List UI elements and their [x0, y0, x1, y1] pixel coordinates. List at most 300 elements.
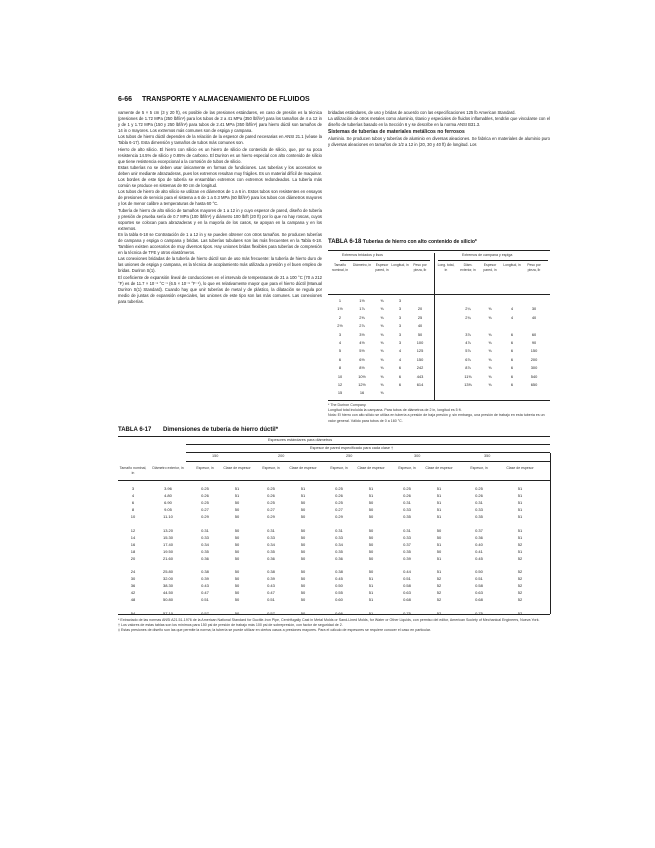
table-6-18-cell: 614 — [416, 382, 424, 387]
table-6-17-cell: 51 — [300, 486, 306, 491]
table-6-18-cell: 50 — [417, 331, 423, 337]
table-note: * The Duriron Company. — [328, 403, 367, 407]
table-6-17-cell: 51 — [300, 493, 306, 499]
table-6-17-cell: 0.36 — [201, 555, 209, 561]
section-heading: Sistemas de tuberías de materiales metálicos no ferrosos — [328, 129, 465, 136]
table-6-17-cell: 15.30 — [162, 534, 173, 540]
table-6-17-cell: 0.68 — [403, 597, 411, 603]
table-6-17-cell: 0.25 — [201, 486, 209, 491]
table-6-17-cell: 0.34 — [267, 541, 275, 547]
table-6-17-cell: 38.30 — [162, 583, 173, 589]
table-6-17-cell: 0.45 — [475, 555, 483, 561]
table-6-18-cell: 2⅜ — [359, 314, 365, 320]
table-6-17-col-header: Clase de espesor — [506, 466, 534, 470]
table-6-17-cell: 0.58 — [475, 583, 483, 589]
table-6-17-row — [0, 534, 523, 542]
running-title: TRANSPORTE Y ALMACENAMIENTO DE FLUIDOS — [141, 96, 310, 103]
table-6-17-cell: 51 — [436, 555, 442, 561]
table-6-17-group-top: Espesores estándares para diámetros — [268, 438, 333, 442]
table-6-17-cell: 52 — [517, 590, 523, 596]
table-6-17-row — [0, 486, 523, 493]
table-6-18-cell: 4½ — [359, 340, 365, 345]
table-6-17-cell: 20 — [130, 555, 136, 561]
table-6-17-cell: 50 — [300, 555, 306, 561]
table-6-18-cell: 5½ — [359, 348, 365, 354]
table-6-17-row — [0, 576, 523, 583]
table-6-17-cell: 50 — [234, 555, 240, 561]
table-6-17-cell: 0.37 — [475, 527, 483, 533]
table-6-18-col-header: Tamaño nominal, in — [331, 263, 349, 272]
table-6-17-cell: 0.29 — [335, 514, 343, 520]
table-6-17-cell: 51 — [517, 486, 523, 491]
table-6-18-cell: ⅜ — [380, 373, 384, 379]
table-6-17-cell: 50 — [234, 541, 240, 547]
table-6-17-bottom-rule — [118, 614, 550, 615]
table-6-17-cell: 51 — [234, 486, 240, 491]
table-6-18-cell: ⅜ — [488, 356, 492, 362]
table-6-18-cell: 40 — [417, 323, 423, 329]
table-6-17-cell: 52 — [517, 576, 523, 582]
table-6-17-title — [118, 427, 278, 433]
table-6-17-cell: 0.34 — [335, 541, 343, 547]
table-6-17-cell: 50 — [300, 597, 306, 603]
table-6-17-cell: 0.35 — [403, 548, 411, 554]
table-6-17-cell: 0.27 — [267, 507, 275, 513]
table-6-18-cell: 650 — [530, 382, 538, 387]
table-6-17-cell: 50 — [436, 527, 442, 533]
table-6-17-cell: 0.31 — [267, 527, 275, 533]
table-6-18-cell: 13⅝ — [464, 382, 472, 387]
left-paragraph: vamente de 5 × 5 cm (3 y 20 ft), es posible de las presiones estándares, en caso de presión es la técnica (presiones de 1.72 MPa (250 lbf/in²) para los tubos de 2 a 41 MPa (350 lbf/in²) para los tamaños de 4 a 12 in y de 1 y 1.72 MPa (150 y 250 lbf/in²) para tubos de 2.41 MPa (350 lbf/in²) para hierro dúctil son tamaños de 14 in o mayores. Los extremos más comunes son de espiga y campana. — [118, 110, 322, 134]
table-6-17-cell: 50 — [300, 500, 306, 506]
table-6-17-cell: 0.31 — [403, 527, 411, 533]
table-6-17-cell: 50 — [300, 569, 306, 574]
table-6-18-cell: 4⅞ — [465, 340, 471, 345]
table-6-17-cell: 0.29 — [201, 514, 209, 520]
table-6-17-cell: 0.26 — [267, 493, 275, 499]
table-6-17-cell: 50 — [368, 500, 374, 506]
table-6-17-cell: 0.39 — [403, 555, 411, 561]
table-6-18-cell: 40 — [531, 314, 537, 320]
table-6-18-cell: ⅜ — [488, 373, 492, 379]
table-6-17-cell: 50 — [436, 534, 442, 540]
table-6-17-cell: 0.31 — [475, 500, 483, 506]
table-6-18-cell: 6½ — [359, 356, 365, 362]
table-6-17-row — [0, 493, 523, 500]
table-6-17-cell: 6.90 — [164, 500, 172, 506]
table-6-18-group-rule — [438, 260, 548, 261]
left-paragraph: Los tubos de hierro de alto silicio se utilizan en diámetros de 1 a 6 in. Estos tubos son resistentes en ensayos de presiones de servicio para el sistema a 6 de 1 a 0.3 MPa (50 lbf/in²) para los tubos con diámetros mayores y los de menor calibre a temperaturas de hasta 60 °C. — [118, 189, 322, 207]
table-6-18-cell: 2⅞ — [359, 323, 365, 329]
table-6-18-cell: 3½ — [359, 331, 365, 337]
table-6-18-cell: ⅜ — [488, 348, 492, 354]
table-6-18-cell: 6 — [338, 356, 342, 362]
table-6-18-cell: ⅜ — [380, 340, 384, 345]
table-6-18-cell: 16 — [359, 390, 365, 396]
table-6-18-cell: 3 — [398, 323, 402, 329]
table-6-17-row — [0, 548, 523, 556]
table-6-18-cell: ⅜ — [488, 365, 492, 371]
page-header — [118, 96, 310, 103]
table-6-17-cell: 0.25 — [267, 486, 275, 491]
table-6-18-cell: 20 — [417, 306, 423, 312]
table-6-18-cell: 242 — [416, 365, 424, 371]
table-6-17-cell: 50.80 — [162, 597, 173, 603]
table-6-17-cell: 0.38 — [201, 569, 209, 574]
table-6-17-cell: 24 — [130, 569, 136, 574]
table-6-18-col-header: Peso por pieza, lb — [527, 263, 541, 272]
table-6-18-cell: 1⅞ — [359, 306, 365, 312]
table-6-17-cell: 0.63 — [403, 590, 411, 596]
table-6-18-cell: 4 — [338, 340, 342, 345]
table-6-17-number: TABLA 6-17 — [118, 427, 152, 433]
table-6-18-cell: 6 — [510, 348, 514, 354]
table-6-17-cell: 14 — [130, 534, 136, 540]
table-6-17-cell: 0.60 — [335, 597, 343, 603]
table-6-17-cell: 51 — [517, 500, 523, 506]
table-6-18-col-header: Long. total, in — [437, 263, 455, 272]
table-6-17-cell: 0.51 — [201, 597, 209, 603]
table-6-18-cell: ⅜ — [380, 323, 384, 329]
table-6-18-cell: 6⅞ — [465, 356, 471, 362]
table-note: ‡ Estas presiones de diseño son las que permite la norma; la tubería se puede utilizar en ciertos casos a presiones mayores. Para el cálculo de espesores se requiere conocer el caso en particular. — [118, 628, 431, 632]
table-6-17-cell: 51 — [436, 541, 442, 547]
table-6-18-cell: 6 — [510, 331, 514, 337]
table-6-18-bottom-rule — [328, 400, 550, 401]
table-6-17-col-header: Clase de espesor — [223, 466, 251, 470]
table-6-17-cell: 51 — [436, 507, 442, 513]
table-6-17-cell: 0.66 — [335, 610, 343, 616]
table-6-17-cell: 0.26 — [201, 493, 209, 499]
table-6-17-cell: 50 — [234, 527, 240, 533]
table-6-17-cell: 9.05 — [164, 507, 172, 513]
table-6-18-cell: 3 — [338, 331, 342, 337]
table-6-17-cell: 0.34 — [201, 541, 209, 547]
table-6-17-cell: 50 — [234, 590, 240, 596]
table-6-17-cell: 0.31 — [403, 500, 411, 506]
table-6-18-cell: 30 — [531, 306, 537, 312]
table-6-17-cell: 51 — [517, 548, 523, 554]
table-6-18-caption: Tuberías de hierro con alto contenido de silicio* — [363, 239, 477, 245]
right-paragraph: bridadas estándares, de uso y bridas de acuerdo con las especificaciones 125 lb American Standard. — [328, 110, 516, 115]
table-6-17-cell: 51 — [368, 493, 374, 499]
table-6-17-cell: 0.41 — [475, 548, 483, 554]
table-6-17-cell: 0.50 — [335, 583, 343, 589]
table-6-17-cell: 32.00 — [162, 576, 173, 582]
table-6-18-cell: 6 — [510, 340, 514, 345]
page-number: 6-66 — [118, 96, 133, 103]
table-6-17-cell: 0.25 — [475, 486, 483, 491]
table-6-17-cell: 0.39 — [201, 576, 209, 582]
table-6-17-cell: 52 — [436, 597, 442, 603]
table-6-17-cell: 51 — [368, 486, 374, 491]
table-6-18-cell: 2¼ — [465, 306, 471, 312]
table-6-17-cell: 52 — [517, 541, 523, 547]
table-6-18-col-header: Diámetro, in — [352, 263, 372, 267]
table-6-17-group-rule — [186, 452, 550, 453]
table-6-18-cell: 200 — [530, 356, 538, 362]
table-6-17-cell: 0.36 — [335, 555, 343, 561]
table-6-17-cell: 0.33 — [403, 534, 411, 540]
table-6-17-cell: 0.25 — [267, 500, 275, 506]
table-6-17-cell: 50 — [368, 514, 374, 520]
table-6-17-cell: 51 — [234, 493, 240, 499]
table-6-17-cell: 52 — [517, 569, 523, 574]
table-6-17-cell: 50 — [300, 514, 306, 520]
table-6-18-col-header: Espesor pared, in — [375, 263, 389, 272]
table-6-18-cell: 12 — [337, 382, 343, 387]
table-6-18-cell: 3 — [398, 340, 402, 345]
table-6-17-cell: 11.10 — [163, 514, 173, 520]
table-6-18-cell: 100 — [416, 340, 424, 345]
right-text-column — [328, 110, 550, 236]
table-6-17-cell: 0.35 — [201, 548, 209, 554]
left-paragraph: Tubería de hierro de alto silicio de tamaños mayores de 1 a 12 in y cuyo espesor de pared, diseño de tubería y presión de prueba sería de 0.7 MPa (100 lbf/in²) y diámetro 100 lb/ft (20 ft) por lo que no hay roscas, cuyos soportes se colocan para abrazaderas y en la mayoría de los casos, se apoyan en la campana y en los extremos. — [118, 207, 322, 231]
table-6-17-cell: 50 — [234, 534, 240, 540]
table-6-17-cell: 51 — [368, 610, 374, 616]
table-6-17-cell: 57.10 — [162, 610, 173, 616]
table-6-17-cell: 50 — [300, 610, 306, 616]
right-paragraph: Aluminio. Se producen tubos y tuberías de aluminio en diversas aleaciones. Se fabrica en materiales de aluminio puro y diversas aleaciones en tamaños de 1/2 a 12 in (20, 30 y 40 ft) de longitud. Los — [328, 136, 550, 148]
table-6-17-cell: 0.33 — [267, 534, 275, 540]
table-6-17-row — [0, 541, 523, 549]
table-6-17-cell: 50 — [300, 541, 306, 547]
table-6-17-cell: 52 — [517, 597, 523, 603]
table-6-17-cell: 42 — [130, 590, 136, 596]
left-paragraph: En la tabla 6-18 se Contratación de 1 a 12 in y se pueden obtener con otros tamaños. Se producen tuberías de campana y espiga o campana y bridas. Las tuberías tubulares son las más frecuentes en la Tabla 6-18. Tambien existen accesorios de muy diversos tipos. Hay uniones bridas flexibles para tuberías de compresión en la técnica de TFE y otros elastómeros. — [118, 231, 322, 256]
table-6-18-cell: 3⅞ — [465, 331, 471, 337]
table-6-17-cell: 50 — [234, 610, 240, 616]
table-6-17-cell: 52 — [517, 555, 523, 561]
table-6-18-cell: 2¾ — [465, 314, 471, 320]
table-6-17-cell: 36 — [130, 583, 136, 589]
table-6-17-cell: 50 — [300, 534, 306, 540]
table-6-17-cell: 0.27 — [335, 507, 343, 513]
table-6-17-cell: 6 — [131, 500, 135, 506]
table-6-18-cell: ⅜ — [380, 314, 384, 320]
table-6-17-cell: 51 — [436, 514, 442, 520]
table-6-17-class-label: 250 — [346, 454, 353, 458]
table-note: Longitud total incluida la campana. Para tubos de diámetros de 2 in, longitud es 5 ft. — [328, 408, 462, 413]
table-6-17-col-header: Clase de espesor — [425, 466, 453, 470]
table-6-17-cell: 0.38 — [335, 569, 343, 574]
table-6-17-cell: 50 — [300, 548, 306, 554]
table-6-18-cell: ⅜ — [380, 382, 384, 387]
table-6-17-row — [0, 507, 523, 514]
table-6-17-cell: 50 — [234, 548, 240, 554]
table-6-17-cell: 51 — [368, 583, 374, 589]
table-6-17-row — [0, 527, 523, 535]
table-6-18-cell: ⅜ — [488, 340, 492, 345]
table-6-17-cell: 51 — [436, 493, 442, 499]
table-6-17-cell: 50 — [368, 507, 374, 513]
table-6-17-cell: 30 — [130, 576, 136, 582]
table-6-17-row — [0, 514, 523, 521]
table-6-18-col-header: Peso por pieza, lb — [413, 263, 427, 272]
table-6-17-cell: 50 — [368, 555, 374, 561]
table-6-17-col-header: Espesor, in — [470, 466, 488, 470]
table-6-18-cell: 3 — [398, 298, 402, 303]
table-6-17-cell: 18 — [130, 548, 136, 554]
table-6-18-cell: 2½ — [337, 323, 343, 329]
table-6-17-cell: 0.25 — [403, 486, 411, 491]
table-6-18-cell: 6 — [510, 365, 514, 371]
table-6-17-cell: 0.33 — [403, 507, 411, 513]
table-6-18-col-header: Longitud, in — [503, 263, 521, 267]
table-6-17-cell: 50 — [300, 507, 306, 513]
table-6-17-cell: 0.63 — [475, 590, 483, 596]
table-6-18-cell: ⅜ — [488, 314, 492, 320]
table-note: Nota: El hierro con alto silicio se utiliza en tubería a presión de baja presión y, sin embargo, una presión de trabajo en esta tubería es un valor general. Válido para tubos de 0 a 160 °C. — [328, 413, 545, 423]
table-6-17-col-header: Espesor, in — [262, 466, 280, 470]
table-6-17-cell: 50 — [234, 597, 240, 603]
table-6-17-cell: 51 — [517, 514, 523, 520]
table-6-18-cell: ⅜ — [380, 365, 384, 371]
table-6-18-col-header: Diám. exterior, in — [460, 263, 476, 272]
table-6-17-cell: 50 — [368, 569, 374, 574]
left-paragraph: Los tubos de hierro dúctil dependen de la relación de la espesor de pared necesarias en ANSI 21.1 (véase la Tabla 6-17). Esta dimensión y tamaños de tubos más comunes son. — [118, 134, 322, 146]
table-6-18-top-rule — [328, 250, 550, 251]
table-6-17-cell: 0.36 — [267, 555, 275, 561]
table-6-18-title — [328, 239, 477, 245]
table-6-17-cell: 17.40 — [162, 541, 173, 547]
table-6-17-col-header: Clase de espesor — [357, 466, 385, 470]
table-6-17-cell: 0.26 — [475, 493, 483, 499]
table-6-17-cell: 50 — [368, 548, 374, 554]
table-6-17-class-rule — [186, 461, 550, 462]
table-6-18-group-left: Extremos bridados y lisos — [342, 253, 383, 257]
table-6-18-cell: ⅜ — [380, 306, 384, 312]
table-6-18-cell: ⅜ — [488, 331, 492, 337]
table-6-18-cell: 4 — [510, 306, 514, 312]
table-6-18-cell: 300 — [530, 365, 538, 371]
table-6-18-cell: 1½ — [359, 298, 365, 303]
table-6-17-cell: 0.37 — [403, 541, 411, 547]
table-6-17-cell: 0.25 — [201, 500, 209, 506]
table-6-18-cell: 2 — [338, 314, 342, 320]
table-6-17-cell: 0.68 — [475, 597, 483, 603]
table-6-17-row — [0, 590, 523, 597]
table-6-17-cell: 0.26 — [335, 493, 343, 499]
table-6-17-cell: 52 — [436, 590, 442, 596]
table-6-18-cell: 443 — [416, 373, 424, 379]
table-6-18-cell: 8 — [338, 365, 342, 371]
table-6-18-cell: ⅜ — [380, 298, 384, 303]
table-6-17-cell: 0.31 — [335, 527, 343, 533]
table-6-17-cell: 52 — [517, 610, 523, 616]
table-6-17-cell: 0.45 — [335, 576, 343, 582]
table-6-18-cell: 11⅝ — [464, 373, 472, 379]
table-6-18-cell: 6 — [398, 373, 402, 379]
table-6-17-row — [0, 569, 523, 576]
table-6-17-cell: 0.44 — [403, 569, 411, 574]
table-6-17-cell: 16 — [130, 541, 136, 547]
table-6-17-cell: 0.51 — [403, 576, 411, 582]
table-6-17-cell: 3 — [131, 486, 135, 491]
table-6-17-cell: 13.20 — [162, 527, 173, 533]
table-6-17-cell: 50 — [234, 583, 240, 589]
table-6-17-col-header: Clase de espesor — [289, 466, 317, 470]
table-6-17-cell: 4.80 — [164, 493, 172, 499]
table-6-18-cell: 4 — [398, 348, 402, 354]
table-6-18-header-rule — [328, 294, 550, 295]
table-6-17-cell: 44.50 — [162, 590, 173, 596]
table-6-17-cell: 0.47 — [201, 590, 209, 596]
table-6-17-cell: 0.39 — [267, 576, 275, 582]
table-6-18-cell: 6 — [398, 365, 402, 371]
table-6-17-group-mid: Espesor de pared especificado para cada clase † — [310, 446, 394, 450]
table-6-18-cell: ⅜ — [380, 390, 384, 396]
table-6-18-col-header: Espesor pared, in — [483, 263, 497, 272]
table-6-17-cell: 19.50 — [162, 548, 173, 554]
table-6-17-cell: 50 — [368, 541, 374, 547]
table-6-18-number: TABLA 6-18 — [328, 239, 362, 245]
table-6-18-cell: 6 — [510, 356, 514, 362]
table-6-17-cell: 0.75 — [475, 610, 483, 616]
table-6-17-cell: 0.57 — [201, 610, 209, 616]
table-6-18-cell: 5 — [338, 348, 342, 354]
table-6-17-cell: 51 — [517, 527, 523, 533]
table-6-17-notes — [118, 618, 550, 633]
table-6-17-cell: 50 — [300, 583, 306, 589]
table-6-18-cell: ⅜ — [380, 331, 384, 337]
table-6-17-cell: 52 — [436, 583, 442, 589]
left-paragraph: Estas tuberías no se deben usar únicamente en formas de fundiciones. Las tuberías y los accesorios se deben unir mediante abrazaderas, pues los extremos resultan muy frágiles. Es un material difícil de maquinar. Los bordes de este tipo de tubería se ensamblan extremos con extremos redondeados. La tubería más común se produce en sistemas de 90 cm de longitud. — [118, 164, 322, 189]
table-6-17-row — [0, 555, 523, 563]
table-6-17-caption: Dimensiones de tubería de hierro dúctil* — [163, 427, 279, 433]
table-6-18-cell: 1 — [338, 298, 342, 303]
table-6-17-col-header: Tamaño nominal, in — [119, 466, 147, 475]
table-6-17-cell: 50 — [234, 514, 240, 520]
table-6-17-cell: 54 — [130, 610, 136, 616]
table-6-18-cell: 3 — [398, 314, 402, 320]
table-note: * Extractado de las normas ANSI A21.51-1976 de la American National Standard for Ductile-Iron Pipe, Centrifugally Cast in Metal Molds or Sand-Lined Molds, for Water or Other Liquids, con permiso del editor, American Society of Mechanical Engineers, Nueva York. — [118, 618, 540, 622]
table-6-17-cell: 8 — [131, 507, 135, 513]
table-6-18-cell: 4 — [510, 314, 514, 320]
table-6-17-cell: 0.38 — [267, 569, 275, 574]
table-6-17-cell: 0.29 — [267, 514, 275, 520]
table-6-17-col-header: Espesor, in — [330, 466, 348, 470]
table-6-17-cell: 25.80 — [162, 569, 173, 574]
table-6-18-group-rule — [340, 260, 430, 261]
left-paragraph: El coeficiente de expansión lineal de conducciones en el intervalo de temperaturas de 21 a 100 °C (70 a 212 °F) es de 11.7 × 10⁻⁶ °C⁻¹ (6.5 × 10⁻⁶ °F⁻¹), lo que es relativamente mayor que para el hierro dúctil (Manual Duriron S(1) Standard). Cuando hay que unir tuberías de metal y de plástico, la dilatación se regula por medio de juntas de expansión especiales, las uniones de este tipo son las más comunes. Las conexiones para tuberías. — [118, 274, 322, 304]
table-6-17-cell: 0.36 — [475, 534, 483, 540]
right-paragraph: La utilización de otros metales como aluminio, titanio y especiales de fluidos inflamables, tendrán que vincularse con el diseño de tuberías basado en la Sección 6 y se describe en la norma ANSI B31.3. — [328, 116, 550, 128]
table-6-18-cell: 1½ — [337, 306, 343, 312]
table-6-17-cell: 4 — [131, 493, 135, 499]
table-6-18-notes — [328, 403, 548, 424]
left-text-column — [118, 110, 322, 415]
table-6-17-cell: 0.35 — [403, 514, 411, 520]
table-6-17-cell: 50 — [234, 500, 240, 506]
table-6-17-row — [0, 500, 523, 507]
table-6-17-cell: 51 — [517, 534, 523, 540]
table-6-17-cell: 51 — [436, 569, 442, 574]
table-6-17-cell: 51 — [436, 486, 442, 491]
table-6-17-row — [0, 597, 523, 604]
table-6-18-cell: 12½ — [358, 382, 366, 387]
table-6-17-top-rule — [118, 436, 550, 437]
table-6-17-cell: 12 — [130, 527, 136, 533]
table-6-17-cell: 51 — [368, 597, 374, 603]
table-6-17-cell: 21.60 — [162, 555, 173, 561]
table-6-18-cell: 3 — [398, 331, 402, 337]
table-6-18-cell: 125 — [416, 348, 424, 354]
table-6-17-cell: 0.33 — [201, 534, 209, 540]
table-6-17-row — [0, 583, 523, 590]
table-6-17-cell: 0.57 — [267, 610, 275, 616]
table-6-17-cell: 50 — [234, 569, 240, 574]
